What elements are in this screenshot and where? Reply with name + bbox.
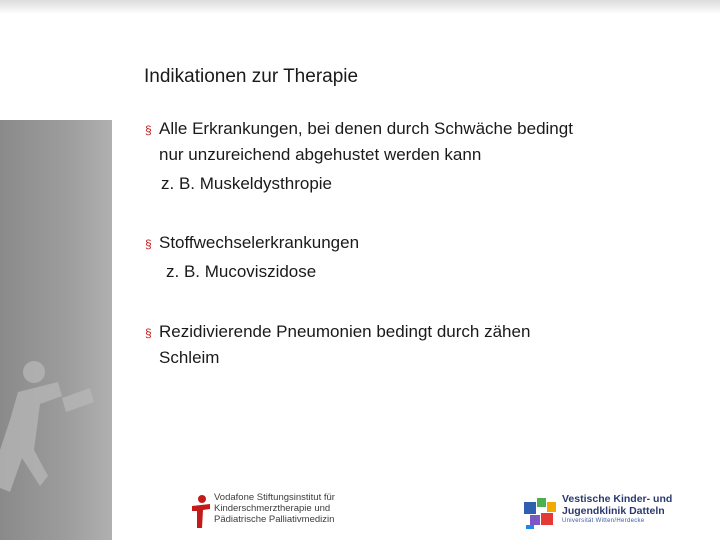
logo-line: Pädiatrische Palliativmedizin [214,514,335,525]
logo-subline: Universität Witten/Herdecke [562,518,645,524]
page-title: Indikationen zur Therapie [144,66,359,87]
clinic-logo-icon [522,494,558,530]
bullet-item [145,116,659,168]
bullet-marker: § [145,123,152,137]
bullet-text-line: Rezidivierende Pneumonien bedingt durch zähen [159,322,531,341]
logo-line: Jugendklinik Datteln [562,505,665,517]
bullet-text-line: Alle Erkrankungen, bei denen durch Schwäche bedingt [159,119,573,138]
bullet-text-line: Stoffwechselerkrankungen [159,233,360,252]
logo-line: Vestische Kinder- und [562,493,673,505]
kinderklinik-datteln-logo [522,492,712,532]
top-band [0,0,720,14]
bullet-text-line: Schleim [159,348,220,367]
figure-logo-icon [186,494,212,530]
bullet-example: z. B. Mucoviszidose [166,262,317,281]
logo-text [562,493,672,517]
bullet-marker: § [145,237,152,251]
side-panel [0,120,112,540]
bullet-text-line: nur unzureichend abgehustet werden kann [159,145,482,164]
bullet-item [145,230,659,256]
logo-line: Kinderschmerztherapie und [214,503,331,514]
bullet-example: z. B. Muskeldysthropie [161,174,333,193]
logo-line: Vodafone Stiftungsinstitut für [214,492,335,503]
vodafone-institute-logo [186,492,356,532]
bullet-marker: § [145,326,152,340]
running-figure-graphic [0,120,112,540]
logo-text [214,492,335,525]
bullet-item [145,319,659,371]
